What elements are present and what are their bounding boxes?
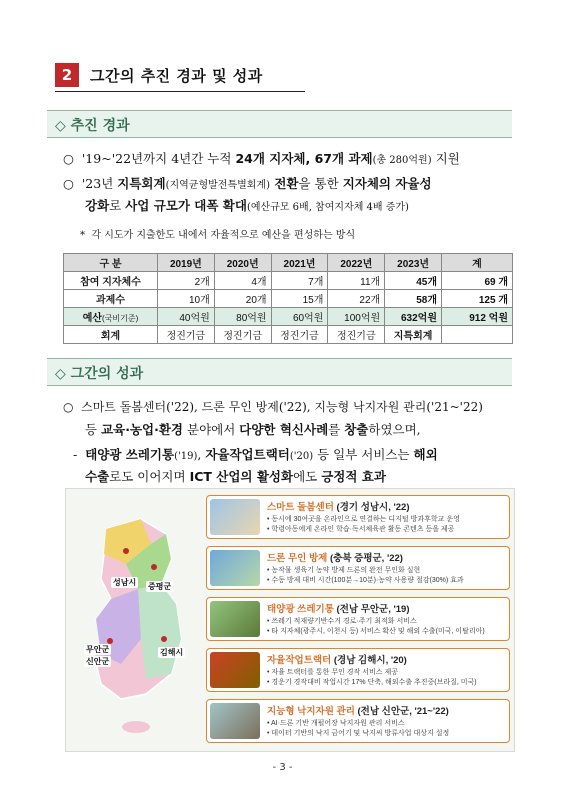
case-title: [267, 601, 410, 615]
text: 에도: [293, 469, 322, 484]
map-label: 성남시: [113, 578, 137, 587]
case-location: (경기 성남시, '22): [336, 502, 410, 513]
table-cell: 80억원: [214, 308, 271, 326]
case-title-text: 지능형 낙지자원 관리: [267, 706, 355, 717]
stats-table: [63, 253, 513, 344]
case-photo: [210, 703, 260, 739]
table-header: 2020년: [214, 254, 271, 272]
row-label-small: (국비기준): [102, 314, 139, 323]
table-header: 2023년: [385, 254, 442, 272]
text-bold: 지특회계: [117, 176, 166, 191]
text: 등: [85, 422, 102, 437]
text-bold: 다양한 혁신사례: [239, 422, 329, 437]
text-small: (총 280억원): [372, 155, 432, 166]
case-location: (전남 신안군, '21~'22): [357, 706, 449, 717]
text-small: (지역균형발전특별회계): [165, 180, 270, 191]
table-header-row: [64, 254, 513, 272]
results-bullet-1: [63, 398, 523, 416]
text-bold: 24개 지자체, 67개 과제: [235, 151, 373, 166]
table-cell: 40억원: [158, 308, 215, 326]
text: '19~'22년까지 4년간 누적: [81, 151, 236, 166]
results-bullet-1-cont: [85, 421, 525, 439]
table-header: 구 분: [64, 254, 158, 272]
table-cell: 지특회계: [385, 326, 442, 344]
case-title: [267, 550, 403, 564]
table-cell: 912 억원: [442, 308, 513, 326]
section-title: 그간의 추진 경과 및 성과: [90, 67, 263, 85]
case-title-text: 자율작업트랙터: [267, 655, 332, 666]
case-card: [206, 546, 510, 590]
table-row: [64, 272, 513, 290]
table-row: [64, 290, 513, 308]
results-bullet-2-cont: [85, 468, 525, 486]
text: 하였으며,: [368, 422, 421, 437]
text: 을 통한: [298, 176, 343, 191]
table-cell: 4개: [214, 272, 271, 290]
case-card: [206, 597, 510, 641]
text-bold: 사업 규모가 대폭 확대: [125, 198, 247, 213]
case-line: • 쓰레기 적재량기반수거 경로·주기 최적화 서비스: [267, 618, 417, 625]
case-title: [267, 499, 410, 513]
table-cell: 2개: [158, 272, 215, 290]
map-marker: [151, 564, 157, 570]
case-figure: [65, 488, 515, 752]
map-marker: [161, 636, 167, 642]
progress-heading: ◇ 추진 경과: [55, 118, 130, 134]
bullet-mark: ○: [63, 176, 74, 191]
table-cell: 58개: [385, 290, 442, 308]
bullet-mark: ○: [63, 151, 74, 166]
table-cell: 7개: [271, 272, 328, 290]
note-mark: *: [80, 230, 85, 241]
case-line: • 수동 방제 대비 시간(100분→10분)·농약 사용량 절감(30%) 효과: [267, 577, 464, 584]
case-line: • 학령아동에게 온라인 학습·독서체육관 활동 콘텐츠 등을 제공: [267, 526, 455, 533]
table-header: 2019년: [158, 254, 215, 272]
case-line: • 동시에 30여곳을 온라인으로 연결하는 디지털 방과후학교 운영: [267, 516, 460, 523]
results-heading: ◇ 그간의 성과: [55, 366, 144, 382]
case-title: [267, 703, 449, 717]
table-cell: 정진기금: [271, 326, 328, 344]
map-marker: [123, 548, 129, 554]
table-header: 계: [442, 254, 513, 272]
text: 분야에서: [183, 422, 240, 437]
text-bold: 교육·농업·환경: [101, 422, 184, 437]
table-cell: 632억원: [385, 308, 442, 326]
table-header: 2022년: [328, 254, 385, 272]
case-card: [206, 648, 510, 692]
case-location: (충북 증평군, '22): [329, 553, 403, 564]
map-label: 무안군: [86, 645, 110, 654]
text: 로도 이어지며: [109, 469, 190, 484]
text: 스마트 돌봄센터('22), 드론 무인 방제('22), 지능형 낙지자원 관리('21~'22): [81, 400, 483, 414]
section-divider: [55, 91, 305, 92]
text-bold: 수출: [85, 469, 110, 484]
case-photo: [210, 652, 260, 688]
text-bold: 자율작업트랙터: [205, 447, 290, 462]
text-small: ('19): [174, 451, 198, 462]
case-line: • 데이터 기반의 낙지 금어기 및 낙지씨 방류사업 대상지 설정: [267, 730, 450, 737]
table-cell: 정진기금: [214, 326, 271, 344]
table-cell: 10개: [158, 290, 215, 308]
case-location: (경남 김해시, '20): [333, 655, 407, 666]
table-cell: 정진기금: [328, 326, 385, 344]
text: '23년: [81, 176, 118, 191]
case-card: [206, 699, 510, 743]
note-text: 각 시도가 지출한도 내에서 자율적으로 예산을 편성하는 방식: [91, 230, 356, 241]
text-small: (예산규모 6배, 참여지자체 4배 증가): [246, 202, 409, 213]
text-bold: 강화: [85, 198, 110, 213]
row-label: 참여 지자체수: [64, 272, 158, 290]
table-cell: 20개: [214, 290, 271, 308]
table-cell: [442, 326, 513, 344]
map-region-gyeongnam: [138, 584, 181, 679]
text-bold: 지자체의 자율성: [342, 176, 432, 191]
text: 지원: [431, 151, 460, 166]
table-cell: 정진기금: [158, 326, 215, 344]
case-title-text: 드론 무인 방제: [267, 553, 328, 564]
bullet-mark: -: [73, 447, 78, 462]
progress-heading-bar: [47, 110, 512, 138]
bullet-mark: ○: [63, 400, 74, 414]
progress-note: [80, 226, 355, 241]
results-bullet-2: [73, 446, 523, 466]
table-cell: 125 개: [442, 290, 513, 308]
case-line: • 농작물 생육기 농약 방제 드론의 완전 무인화 실현: [267, 567, 421, 574]
row-label: 회계: [64, 326, 158, 344]
table-cell: 60억원: [271, 308, 328, 326]
case-line: • 경운기 경작대비 작업시간 17% 단축, 해외수출 추진중(브라질, 미국): [267, 679, 477, 686]
text-bold: 전환: [269, 176, 299, 191]
table-row: [64, 308, 513, 326]
case-photo: [210, 601, 260, 637]
case-card: [206, 495, 510, 539]
case-location: (전남 무안군, '19): [336, 604, 410, 615]
map-label: 김해시: [160, 648, 184, 657]
text-bold: ICT 산업의 활성화: [189, 469, 294, 484]
case-line: • 자율 트랙터를 통한 무인 경작 서비스 제공: [267, 669, 399, 676]
row-label: 과제수: [64, 290, 158, 308]
row-label: [64, 308, 158, 326]
map-island: [122, 721, 150, 733]
map-label: 증평군: [148, 582, 172, 591]
text-small: ('20): [289, 451, 314, 462]
table-cell: 100억원: [328, 308, 385, 326]
progress-bullet-2-cont: [85, 197, 525, 217]
case-line: • 타 지자체(광주시, 이천시 등) 서비스 확산 및 해외 수출(미국, 이탈리아): [267, 628, 485, 635]
progress-bullet-2: [63, 175, 523, 195]
text: ,: [197, 447, 206, 462]
korea-map: [66, 489, 206, 751]
row-label-text: 예산: [82, 313, 103, 324]
section-number: 2: [55, 63, 79, 87]
map-label: 신안군: [86, 657, 110, 666]
case-title-text: 태양광 쓰레기통: [267, 604, 334, 615]
table-cell: 22개: [328, 290, 385, 308]
text: 등 일부 서비스는: [313, 447, 414, 462]
table-cell: 11개: [328, 272, 385, 290]
page-number: - 3 -: [272, 762, 293, 773]
case-photo: [210, 550, 260, 586]
text: 를: [328, 422, 345, 437]
text-bold: 창출: [344, 422, 369, 437]
table-cell: 69 개: [442, 272, 513, 290]
text-bold: 해외: [413, 447, 438, 462]
text-bold: 태양광 쓰레기통: [85, 447, 175, 462]
progress-bullet-1: [63, 150, 523, 170]
case-line: • AI·드론 기반 개펄어장 낙지자원 관리 서비스: [267, 720, 405, 727]
results-heading-bar: [47, 358, 512, 386]
case-title-text: 스마트 돌봄센터: [267, 502, 334, 513]
text-bold: 긍정적 효과: [321, 469, 386, 484]
table-header: 2021년: [271, 254, 328, 272]
table-cell: 45개: [385, 272, 442, 290]
case-photo: [210, 499, 260, 535]
text: 로: [109, 198, 126, 213]
table-row: [64, 326, 513, 344]
table-cell: 15개: [271, 290, 328, 308]
case-title: [267, 652, 407, 666]
